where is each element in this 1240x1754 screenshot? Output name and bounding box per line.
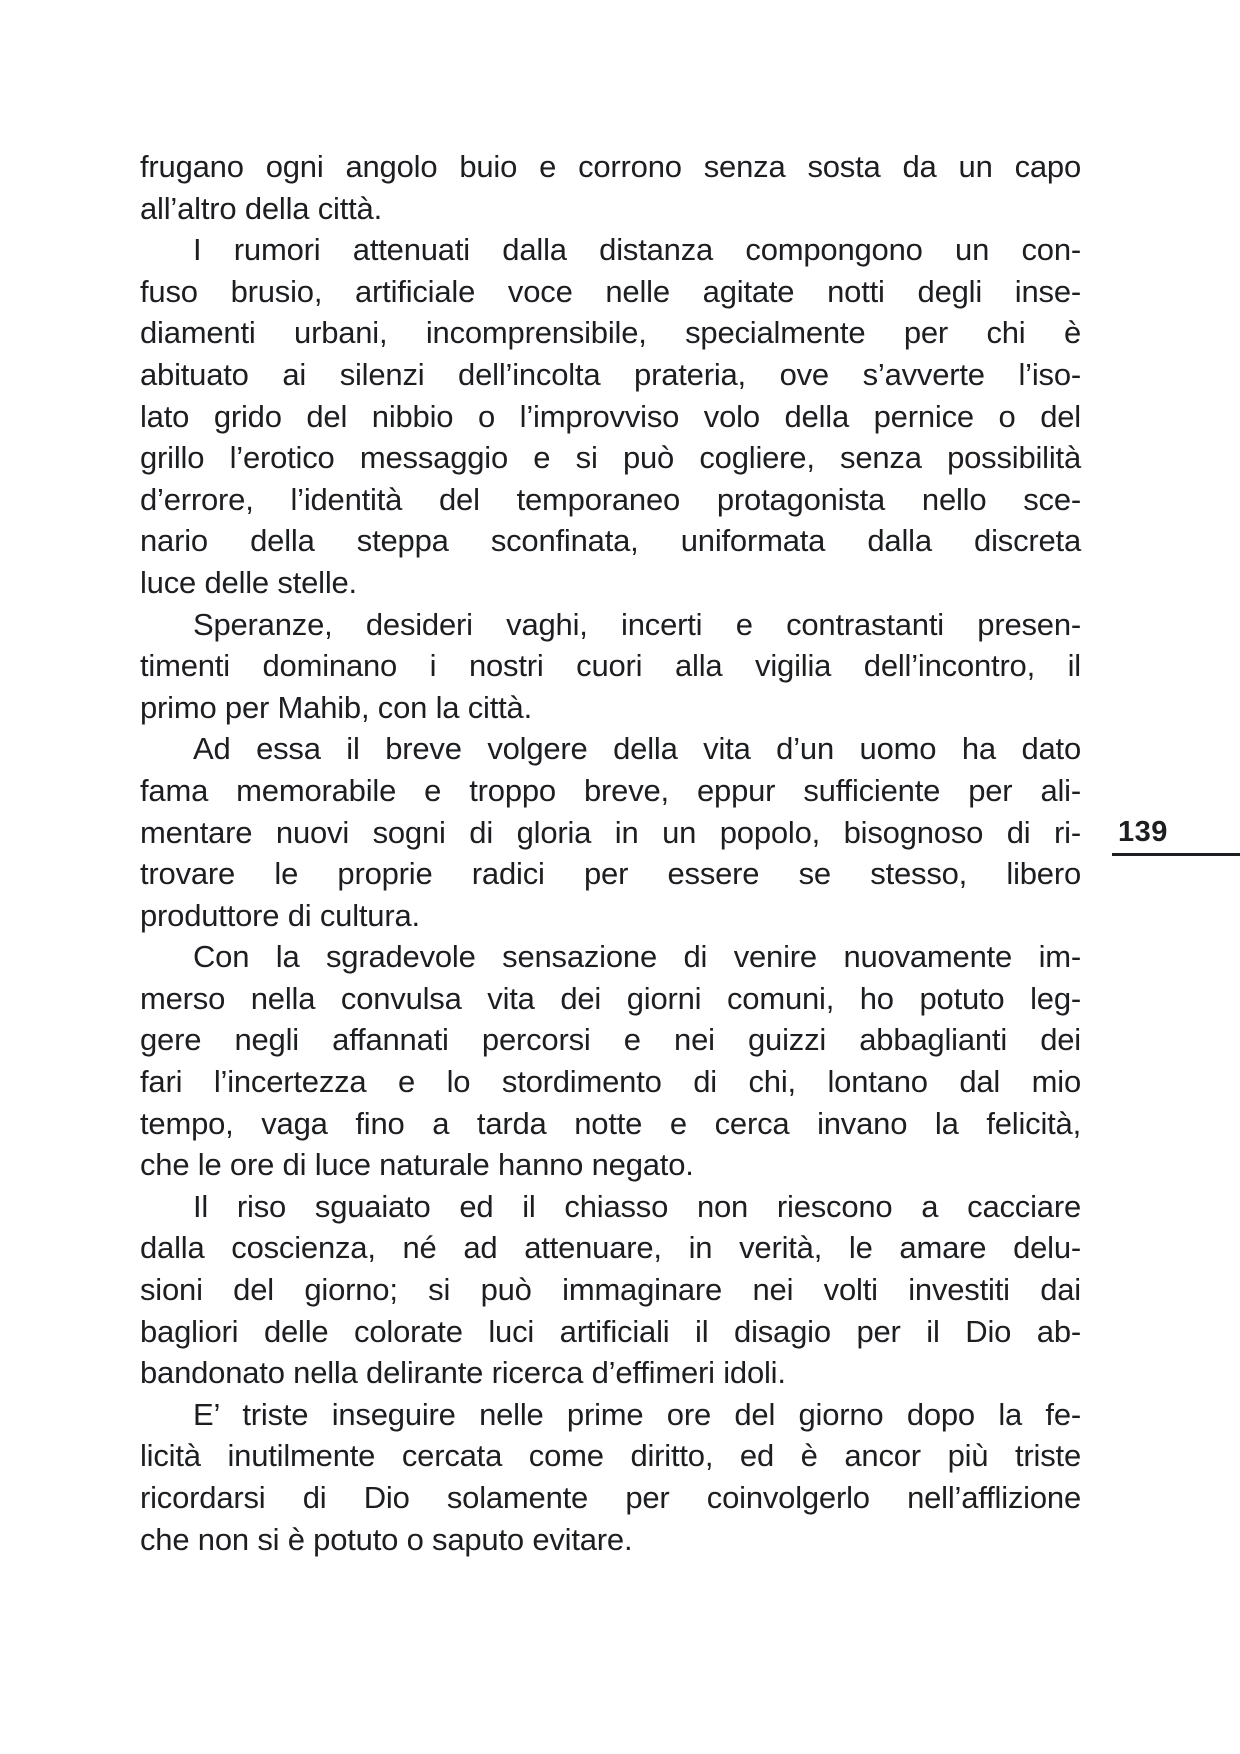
text-line: ricordarsi di Dio solamente per coinvolgerlo nell’afflizione [140,1480,1081,1515]
text-line: frugano ogni angolo buio e corrono senza sosta da un capo [140,149,1081,184]
text-line: fuso brusio, artificiale voce nelle agitate notti degli inse- [140,273,1081,309]
text-line: lato grido del nibbio o l’improvviso volo della pernice o del [140,398,1081,434]
text-line: luce delle stelle. [140,564,357,600]
text-line: dalla coscienza, né ad attenuare, in verità, le amare delu- [140,1230,1081,1266]
text-line: all’altro della città. [140,190,382,226]
text-line: Il riso sguaiato ed il chiasso non riescono a cacciare [193,1188,1081,1224]
paragraph [140,229,1081,603]
page-number-block [1112,816,1240,856]
text-line: Con la sgradevole sensazione di venire nuovamente im- [193,939,1081,975]
text-line: Speranze, desideri vaghi, incerti e contrastanti presen- [193,606,1081,642]
text-line: d’errore, l’identità del temporaneo protagonista nello sce- [140,481,1081,517]
text-line: I rumori attenuati dalla distanza compongono un con- [193,232,1081,268]
paragraph [140,936,1081,1186]
page-number: 139 [1118,816,1168,848]
text-line: bagliori delle colorate luci artificiali il disagio per il Dio ab- [140,1313,1081,1349]
paragraph [140,728,1081,936]
paragraph [140,146,1081,229]
text-line: che le ore di luce naturale hanno negato. [140,1147,694,1183]
paragraph [140,1394,1081,1560]
text-line: sioni del giorno; si può immaginare nei volti investiti dai [140,1272,1081,1308]
page-number-rule [1112,853,1240,856]
text-line: merso nella convulsa vita dei giorni comuni, ho potuto leg- [140,980,1081,1016]
paragraph [140,1186,1081,1394]
text-line: abituato ai silenzi dell’incolta prateria, ove s’avverte l’iso- [140,356,1081,392]
text-line: produttore di cultura. [140,897,420,933]
text-line: nario della steppa sconfinata, uniformata dalla discreta [140,523,1081,559]
text-line: bandonato nella delirante ricerca d’effimeri idoli. [140,1355,786,1391]
text-line: grillo l’erotico messaggio e si può cogliere, senza possibilità [140,440,1081,476]
text-line: primo per Mahib, con la città. [140,689,533,725]
text-line: fari l’incertezza e lo stordimento di chi, lontano dal mio [140,1064,1081,1100]
text-line: gere negli affannati percorsi e nei guizzi abbaglianti dei [140,1022,1081,1058]
text-line: fama memorabile e troppo breve, eppur sufficiente per ali- [140,772,1081,808]
text-line: Ad essa il breve volgere della vita d’un uomo ha dato [193,731,1081,767]
body-text [140,146,1081,1560]
text-line: E’ triste inseguire nelle prime ore del giorno dopo la fe- [193,1396,1081,1432]
text-line: licità inutilmente cercata come diritto, ed è ancor più triste [140,1438,1081,1474]
text-line: diamenti urbani, incomprensibile, specialmente per chi è [140,315,1081,351]
text-line: mentare nuovi sogni di gloria in un popolo, bisognoso di ri- [140,814,1081,850]
text-line: che non si è potuto o saputo evitare. [140,1521,633,1557]
text-line: timenti dominano i nostri cuori alla vigilia dell’incontro, il [140,648,1081,684]
paragraph [140,604,1081,729]
text-line: trovare le proprie radici per essere se stesso, libero [140,856,1081,892]
text-line: tempo, vaga fino a tarda notte e cerca invano la felicità, [140,1105,1081,1141]
